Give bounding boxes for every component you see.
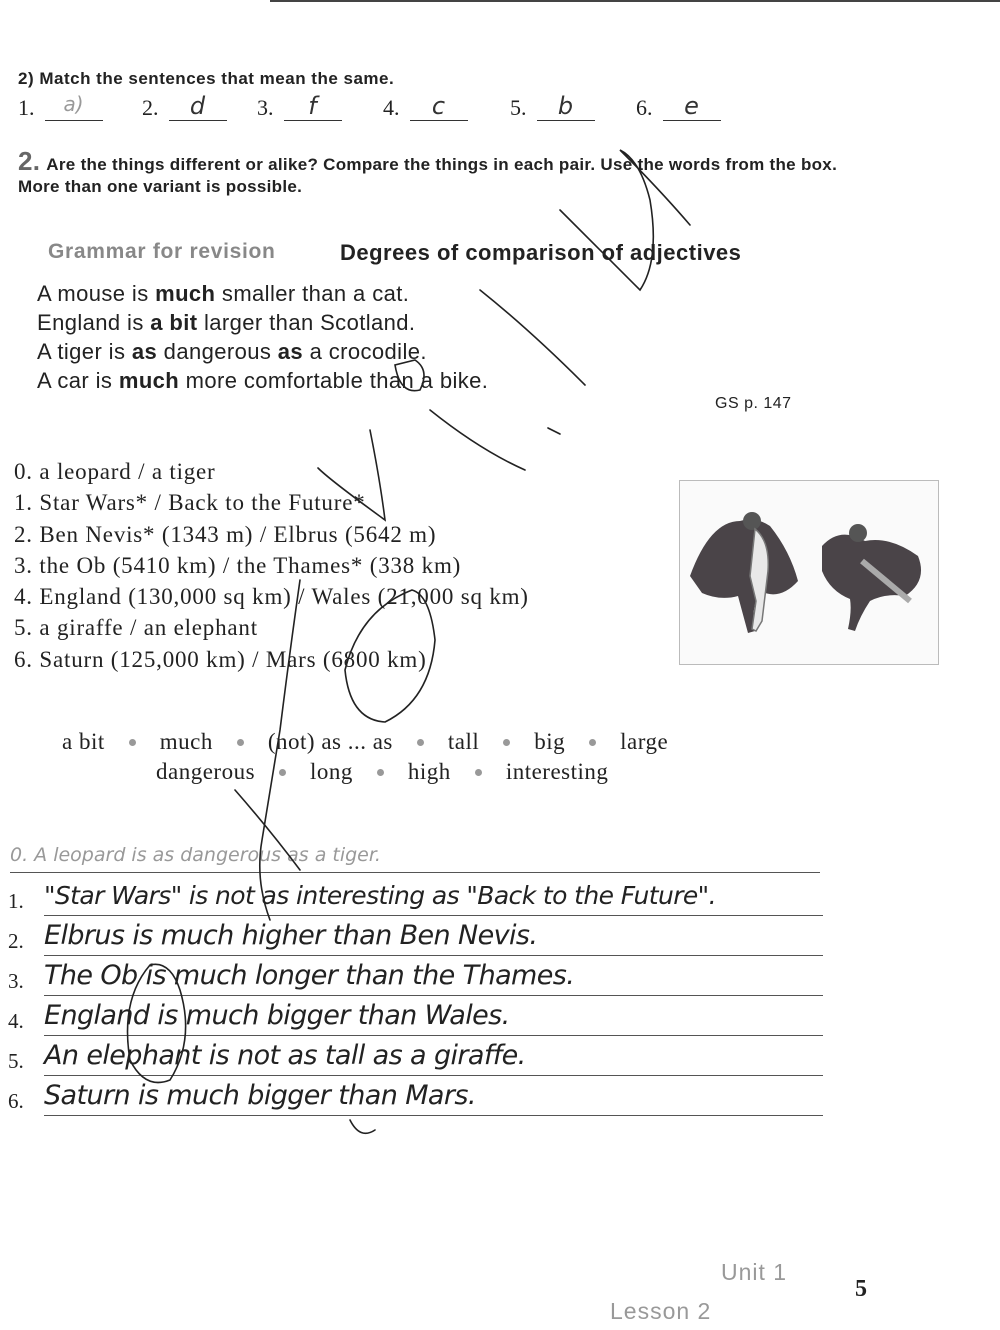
word-option: much [159,729,213,754]
pair-item: 1. Star Wars* / Back to the Future* [14,490,366,516]
match-number: 3. [257,95,274,120]
exercise-instruction-text: Are the things different or alike? Compare the things in each pair. Use the words from the box. More than one variant is possible. [18,155,838,196]
star-wars-illustration [679,480,939,665]
pair-item: 4. England (130,000 sq km) / Wales (21,000 sq km) [14,584,529,610]
answer-number: 4. [8,1009,24,1033]
handwritten-answer[interactable]: Saturn is much bigger than Mars. [44,1077,823,1116]
answer-number: 2. [8,929,24,953]
word-option: a bit [62,729,105,754]
word-option: interesting [505,759,609,784]
bullet-icon [475,769,482,776]
word-option: large [620,729,669,754]
match-task-heading: 2) Match the sentences that mean the same. [18,69,395,88]
answer-line-3 [8,956,823,996]
handwritten-answer[interactable]: An elephant is not as tall as a giraffe. [44,1037,823,1076]
answer-number: 1. [8,889,24,913]
word-box [62,727,802,787]
handwritten-answer[interactable]: "Star Wars" is not as interesting as "Back to the Future". [44,877,823,916]
handwritten-answer[interactable]: England is much bigger than Wales. [44,997,823,1036]
grammar-example: A tiger is as dangerous as a crocodile. [37,339,427,364]
word-option: long [310,759,353,784]
answer-line-1 [8,876,823,916]
handwritten-answer[interactable]: The Ob is much longer than the Thames. [44,957,823,996]
match-answer-4 [383,92,468,121]
word-option: high [407,759,451,784]
match-answer-field[interactable]: a) [45,92,103,121]
match-number: 1. [18,95,35,120]
bullet-icon [377,769,384,776]
match-number: 2. [142,95,159,120]
match-number: 4. [383,95,400,120]
unit-label: Unit 1 [721,1259,788,1285]
match-answer-6 [636,92,721,121]
comparison-pairs-list [14,456,529,675]
grammar-reference: GS p. 147 [715,395,792,412]
word-box-row [62,727,802,757]
exercise-number: 2. [18,146,41,176]
answer-line-6 [8,1076,823,1116]
top-border-line [270,0,1000,2]
word-option: dangerous [156,759,256,784]
word-option: (not) as ... as [267,729,393,754]
match-answer-2 [142,92,227,121]
grammar-example: A car is much more comfortable than a bike. [37,368,489,393]
bullet-icon [417,739,424,746]
pair-item: 6. Saturn (125,000 km) / Mars (6800 km) [14,646,427,672]
bullet-icon [503,739,510,746]
match-answer-field[interactable]: f [284,92,342,121]
pair-item: 0. a leopard / a tiger [14,459,216,484]
lesson-label: Lesson 2 [610,1298,712,1324]
match-answer-field[interactable]: e [663,92,721,121]
exercise-2-instruction [18,146,848,198]
grammar-examples [37,279,488,395]
match-answer-field[interactable]: d [169,92,227,121]
pair-item: 3. the Ob (5410 km) / the Thames* (338 km) [14,552,462,578]
match-answer-field[interactable]: b [537,92,595,121]
handwritten-answer[interactable]: Elbrus is much higher than Ben Nevis. [44,917,823,956]
match-answer-1 [18,92,103,121]
grammar-example: England is a bit larger than Scotland. [37,310,416,335]
bullet-icon [129,739,136,746]
bullet-icon [589,739,596,746]
answer-line-4 [8,996,823,1036]
page-number: 5 [855,1276,867,1302]
answer-number: 3. [8,969,24,993]
match-answer-5 [510,92,595,121]
word-option: tall [447,729,480,754]
match-answers [18,92,778,132]
grammar-label: Grammar for revision [48,240,276,263]
pair-item: 5. a giraffe / an elephant [14,615,258,641]
bullet-icon [279,769,286,776]
answer-line-5 [8,1036,823,1076]
match-number: 6. [636,95,653,120]
answer-number: 5. [8,1049,24,1073]
match-number: 5. [510,95,527,120]
pair-item: 2. Ben Nevis* (1343 m) / Elbrus (5642 m) [14,521,437,547]
match-answer-field[interactable]: c [410,92,468,121]
answer-number: 6. [8,1089,24,1113]
word-option: big [534,729,566,754]
word-box-row [156,757,802,787]
example-answer-line: 0. A leopard is as dangerous as a tiger. [10,844,820,873]
match-answer-3 [257,92,342,121]
answer-line-2 [8,916,823,956]
grammar-example: A mouse is much smaller than a cat. [37,281,410,306]
bullet-icon [237,739,244,746]
grammar-title: Degrees of comparison of adjectives [340,240,742,265]
